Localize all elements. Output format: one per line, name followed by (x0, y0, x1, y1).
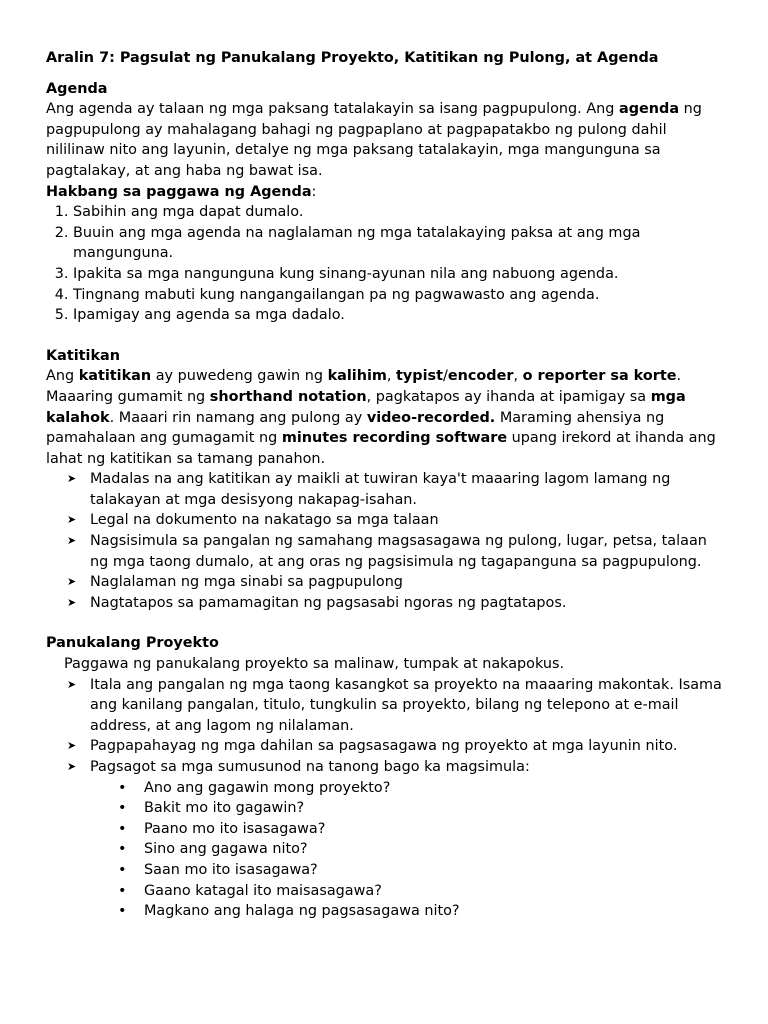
proyekto-question (46, 860, 724, 881)
agenda-heading: Agenda (46, 80, 108, 97)
katitikan-point (46, 469, 724, 510)
section-spacer (46, 326, 724, 346)
katitikan-point-text: Legal na dokumento na nakatago sa mga talaan (90, 512, 439, 529)
katitikan-heading: Katitikan (46, 347, 121, 364)
round-bullet-icon: • (118, 779, 127, 796)
katitikan-text-run: kalihim (327, 368, 387, 385)
proyekto-questions-list (46, 778, 724, 922)
katitikan-point-text: Nagsisimula sa pangalan ng samahang magsasagawa ng pulong, lugar, petsa, talaan ng mga taong dumalo, at ang oras ng pagsisimula ng tagapanguna sa pagpupulong. (90, 533, 707, 570)
round-bullet-icon: • (118, 820, 127, 837)
agenda-step: 2. Buuin ang mga agenda na naglalaman ng mga tatalakaying paksa at ang mga mangunguna. (73, 223, 724, 264)
proyekto-question-text: Sino ang gagawa nito? (144, 841, 308, 858)
katitikan-text-run: upang irekord at ihanda ang lahat ng katitikan sa tamang panahon. (46, 430, 716, 467)
proyekto-question (46, 778, 724, 799)
agenda-steps-heading-text: Hakbang sa paggawa ng Agenda (46, 183, 312, 200)
proyekto-question-text: Ano ang gagawin mong proyekto? (144, 779, 391, 796)
katitikan-text-run: Ang (46, 368, 79, 385)
proyekto-point (46, 675, 724, 737)
agenda-step: 4. Tingnang mabuti kung nangangailangan pa ng pagwawasto ang agenda. (73, 285, 724, 306)
proyekto-point-text: Itala ang pangalan ng mga taong kasangkot sa proyekto na maaaring makontak. Isama ang kanilang pangalan, titulo, tungkulin sa proyekto, bilang ng telepono at e-mail address, at ang lagom ng nilalaman. (90, 676, 722, 734)
agenda-text-run: agenda (619, 101, 680, 118)
katitikan-point-text: Naglalaman ng mga sinabi sa pagpupulong (90, 574, 403, 591)
arrow-bullet-icon: ➤ (67, 760, 77, 773)
agenda-steps-heading-colon: : (311, 183, 317, 200)
section-spacer (46, 613, 724, 633)
katitikan-text-run: shorthand notation (209, 388, 367, 405)
katitikan-text-run: encoder (447, 368, 514, 385)
arrow-bullet-icon: ➤ (67, 595, 77, 609)
document-title: Aralin 7: Pagsulat ng Panukalang Proyekto, Katitikan ng Pulong, at Agenda (46, 50, 659, 66)
katitikan-text-run: / (443, 368, 448, 385)
katitikan-text-run: , (386, 368, 397, 385)
arrow-bullet-icon: ➤ (67, 739, 77, 753)
round-bullet-icon: • (118, 841, 127, 858)
proyekto-question-text: Magkano ang halaga ng pagsasagawa nito? (144, 903, 460, 920)
katitikan-text-run: katitikan (78, 368, 152, 385)
katitikan-point (46, 510, 724, 531)
proyekto-question (46, 839, 724, 860)
proyekto-point (46, 736, 724, 757)
proyekto-question (46, 881, 724, 902)
proyekto-heading: Panukalang Proyekto (46, 635, 219, 652)
proyekto-question-text: Bakit mo ito gagawin? (144, 800, 305, 817)
agenda-steps-heading (46, 182, 724, 203)
arrow-bullet-icon: ➤ (67, 534, 77, 548)
katitikan-text-run: , (513, 368, 523, 385)
katitikan-text-run: minutes recording software (281, 430, 508, 447)
katitikan-text-run: . Maaaring gumamit ng (46, 368, 682, 405)
agenda-text-run: Ang agenda ay talaan ng mga paksang tatalakayin sa isang pagpupulong. Ang (46, 101, 619, 118)
arrow-bullet-icon: ➤ (67, 472, 77, 486)
agenda-step: 1. Sabihin ang mga dapat dumalo. (73, 202, 724, 223)
katitikan-text-run: , pagkatapos ay ihanda at ipamigay sa (366, 388, 651, 405)
proyekto-question-text: Saan mo ito isasagawa? (144, 861, 318, 878)
katitikan-point-text: Nagtatapos sa pamamagitan ng pagsasabi ngoras ng pagtatapos. (90, 594, 567, 611)
katitikan-point (46, 531, 724, 572)
proyekto-question-text: Paano mo ito isasagawa? (144, 820, 326, 837)
proyekto-point-text: Pagsagot sa mga sumusunod na tanong bago ka magsimula: (90, 759, 530, 775)
round-bullet-icon: • (118, 903, 127, 920)
round-bullet-icon: • (118, 800, 127, 817)
arrow-bullet-icon: ➤ (67, 677, 77, 691)
katitikan-text-run: o reporter sa korte (522, 368, 677, 385)
agenda-step: 3. Ipakita sa mga nangunguna kung sinang-ayunan nila ang nabuong agenda. (73, 264, 724, 285)
proyekto-point-text: Pagpapahayag ng mga dahilan sa pagsasagawa ng proyekto at mga layunin nito. (90, 738, 678, 755)
proyekto-intro: Paggawa ng panukalang proyekto sa malinaw, tumpak at nakapokus. (64, 656, 565, 673)
katitikan-point (46, 593, 724, 614)
round-bullet-icon: • (118, 882, 127, 899)
proyekto-point (46, 757, 724, 778)
agenda-steps-list (46, 202, 724, 326)
proyekto-points-list (46, 675, 724, 778)
katitikan-text-run: video-recorded. (366, 409, 496, 426)
proyekto-question (46, 798, 724, 819)
katitikan-text-run: Maraming ahensiya ng pamahalaan ang gumagamit ng (46, 409, 665, 447)
arrow-bullet-icon: ➤ (67, 575, 77, 589)
katitikan-text-run: . Maaari rin namang ang pulong ay (109, 409, 367, 426)
proyekto-question-text: Gaano katagal ito maisasagawa? (144, 882, 382, 899)
katitikan-points-list (46, 469, 724, 613)
katitikan-text-run: typist (396, 368, 443, 385)
katitikan-point (46, 572, 724, 593)
proyekto-question (46, 819, 724, 840)
katitikan-text-run: mga kalahok (46, 388, 686, 426)
proyekto-question (46, 901, 724, 922)
katitikan-paragraph (46, 366, 724, 469)
arrow-bullet-icon: ➤ (67, 513, 77, 527)
katitikan-text-run: ay puwedeng gawin ng (151, 368, 328, 385)
agenda-step: 5. Ipamigay ang agenda sa mga dadalo. (73, 305, 724, 326)
round-bullet-icon: • (118, 861, 127, 878)
agenda-paragraph (46, 99, 724, 181)
katitikan-point-text: Madalas na ang katitikan ay maikli at tuwiran kaya't maaaring lagom lamang ng talakayan at mga desisyong nakapag-isahan. (90, 471, 671, 508)
agenda-text-run: ng pagpupulong ay mahalagang bahagi ng pagpaplano at pagpapatakbo ng pulong dahil nililinaw nito ang layunin, detalye ng mga paksang tatalakayin, mga mangunguna sa pagtalakay, at ang haba ng bawat isa. (46, 101, 702, 179)
